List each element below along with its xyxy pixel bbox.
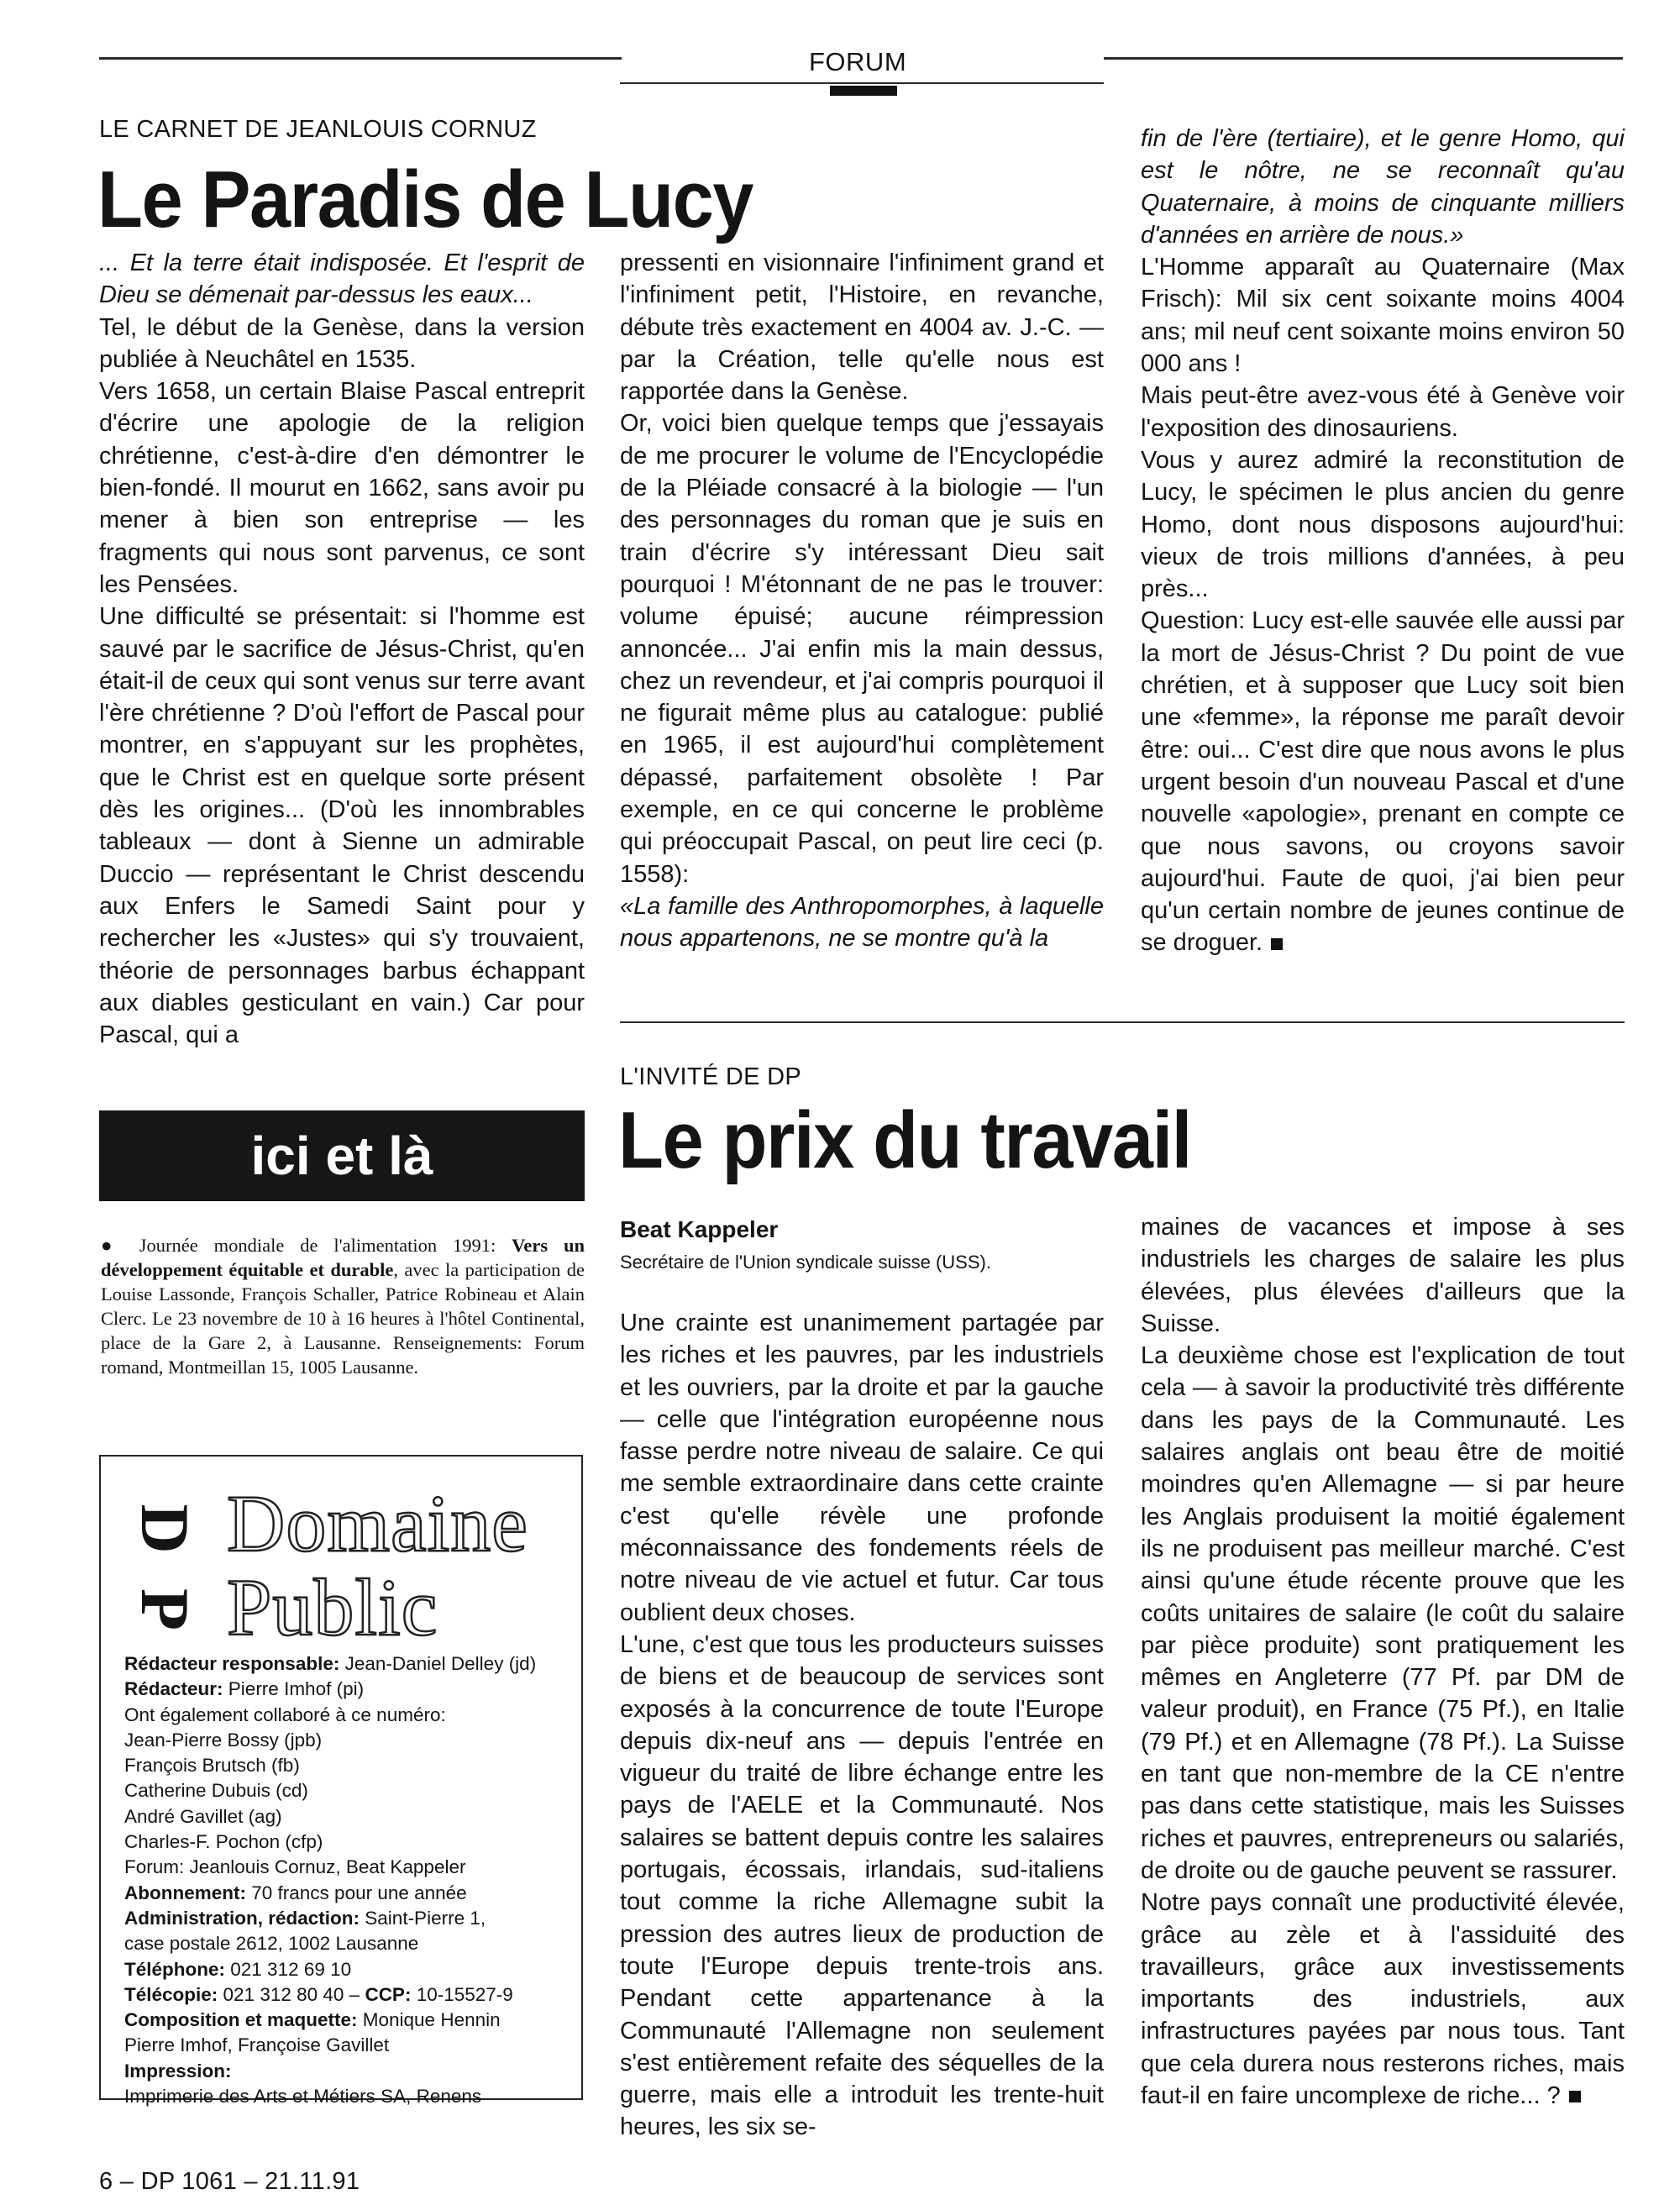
- article2-column-1: [620, 1307, 1104, 2144]
- article1-col1-para-4: Une difficulté se présentait: si l'homme est sauvé par le sacrifice de Jésus-Christ, qu'en était-il de ceux qui sont venus sur terre avant l'ère chrétienne ? D'où l'effort de Pascal pour montrer, en s'appuyant sur les prophètes, que le Christ est en quelque sorte présent dès les origines... (D'où les innombrables tableaux — dont à Sienne un admirable Duccio — représentant le Christ descendu aux Enfers le Samedi Saint pour y rechercher les «Justes» qui s'y trouvaient, théorie de personnages barbus échappant aux diables gesticulant en vain.) Car pour Pascal, qui a: [99, 603, 585, 1049]
- article2-top-rule: [620, 1021, 1625, 1023]
- article1-column-1: [99, 247, 585, 1051]
- imprint: [124, 1651, 570, 2109]
- imprint-collaborator: Catherine Dubuis (cd): [124, 1780, 308, 1802]
- article1-col2-para-1: pressenti en visionnaire l'infiniment grand et l'infiniment petit, l'Histoire, en revanche, débute très exactement en 4004 av. J.-C. — par la Création, telle qu'elle nous est rapportée dans la Genèse.: [620, 249, 1104, 406]
- article2-title: Le prix du travail: [618, 1095, 1191, 1185]
- header-tab-mark: [830, 86, 897, 96]
- article1-col3-para-4: Vous y aurez admiré la reconstitution de Lucy, le spécimen le plus ancien du genre Homo, dont nous disposons aujourd'hui: vieux de trois millions d'années, à peu près...: [1141, 446, 1625, 603]
- article2-author: Beat Kappeler: [620, 1216, 779, 1242]
- imprint-administration-address: case postale 2612, 1002 Lausanne: [124, 1933, 419, 1955]
- article2-col2-para-1: maines de vacances et impose à ses industriels les charges de salaire les plus élevées, plus élevées d'ailleurs que la Suisse.: [1141, 1214, 1625, 1337]
- bullet-icon: ●: [101, 1235, 123, 1256]
- article1-column-2: [620, 247, 1104, 955]
- article1-col1-para-2: Tel, le début de la Genèse, dans la version publiée à Neuchâtel en 1535.: [99, 313, 585, 373]
- imprint-collaborator: François Brutsch (fb): [124, 1755, 300, 1777]
- article1-column-3: [1141, 123, 1625, 959]
- article1-col3-para-3: Mais peut-être avez-vous été à Genève voir l'exposition des dinosauriens.: [1141, 382, 1625, 442]
- imprint-abonnement: Abonnement: 70 francs pour une année: [124, 1882, 467, 1903]
- imprint-collaborator: Charles-F. Pochon (cfp): [124, 1831, 323, 1853]
- ici-et-la-banner: ici et là: [99, 1110, 585, 1201]
- dp-logo: [121, 1488, 203, 1650]
- dp-letter-p: P: [127, 1588, 203, 1631]
- imprint-collab-intro: Ont également collaboré à ce numéro:: [124, 1703, 446, 1725]
- header-rule-center: [620, 82, 1104, 84]
- imprint-collaborator: Jean-Pierre Bossy (jpb): [124, 1729, 323, 1751]
- article1-col3-para-2: L'Homme apparaît au Quaternaire (Max Frisch): Mil six cent soixante moins 4004 ans; mil neuf cent soixante moins environ 50 000 ans !: [1141, 254, 1625, 378]
- article2-kicker: L'INVITÉ DE DP: [620, 1063, 802, 1090]
- imprint-forum: Forum: Jeanlouis Cornuz, Beat Kappeler: [124, 1856, 466, 1878]
- imprint-impression-value: Imprimerie des Arts et Métiers SA, Renens: [124, 2086, 482, 2108]
- article2-col2-para-2: La deuxième chose est l'explication de tout cela — à savoir la productivité très différente dans les pays de la Communauté. Les salaires anglais ont beau être de moitié moindres qu'en Allemagne — si par heure les Anglais produisent la moitié également ils ne produisent pas meilleur marché. C'est ainsi qu'une étude récente prouve que les coûts unitaires de salaire (le coût du salaire par pièce produite) sont pratiquement les mêmes en Angleterre (77 Pf. par DM de valeur produit), en France (75 Pf.), en Italie (79 Pf.) et en Allemagne (78 Pf.). La Suisse en tant que non-membre de la CE n'entre pas dans cette statistique, mais les Suisses riches et pauvres, entrepreneurs ou salariés, de droite ou de gauche peuvent se rassurer.: [1141, 1342, 1625, 1884]
- article1-col2-para-3: «La famille des Anthropomorphes, à laquelle nous appartenons, ne se montre qu'à la: [620, 892, 1104, 953]
- dp-masthead: [227, 1478, 528, 1652]
- article1-kicker: LE CARNET DE JEANLOUIS CORNUZ: [99, 116, 537, 143]
- imprint-collaborator: André Gavillet (ag): [124, 1805, 282, 1827]
- article1-col2-para-2: Or, voici bien quelque temps que j'essayais de me procurer le volume de l'Encyclopédie de la Pléiade consacré à la biologie — l'un des personnages du roman que je suis en train d'écrire s'y intéressant Dieu sait pourquoi ! M'étonnant de ne pas le trouver: volume épuisé; aucune réimpression annoncée... J'ai enfin mis la main dessus, chez un revendeur, et j'ai compris pourquoi il ne figurait même plus au catalogue: publié en 1965, il est aujourd'hui complètement dépassé, parfaitement obsolète ! Par exemple, en ce qui concerne le problème qui préoccupait Pascal, on peut lire ceci (p. 1558):: [620, 410, 1104, 888]
- imprint-redac-resp: Rédacteur responsable: Jean-Daniel Delley (jd): [124, 1653, 537, 1674]
- imprint-composition-names: Pierre Imhof, Françoise Gavillet: [124, 2034, 390, 2056]
- page-folio: 6 – DP 1061 – 21.11.91: [99, 2168, 360, 2195]
- dp-masthead-line-1: Domaine: [227, 1478, 528, 1568]
- header-rule-left: [99, 57, 622, 60]
- article2-col1-para-1: Une crainte est unanimement partagée par les riches et les pauvres, par les industriels et les ouvriers, par la droite et par la gauche — celle que l'intégration européenne nous fasse perdre notre niveau de salaire. Ce qui me semble extraordinaire dans cette crainte c'est qu'elle révèle une profonde méconnaissance des fondements réels de notre niveau de vie actuel et futur. Car tous oublient deux choses.: [620, 1310, 1104, 1626]
- article1-col3-para-5: Question: Lucy est-elle sauvée elle aussi par la mort de Jésus-Christ ? Du point de vue chrétien, et à supposer que Lucy soit bien une «femme», la réponse me paraît devoir être: oui... C'est dire que nous avons le plus urgent besoin d'un nouveau Pascal et d'une nouvelle «apologie», prenant en compte ce que nous savons, ou croyons savoir aujourd'hui. Faute de quoi, j'ai bien peur qu'un certain nombre de jeunes continue de se droguer.: [1141, 607, 1625, 957]
- ici-et-la-note: ● Journée mondiale de l'alimentation 1991: Vers un développement équitable et durable, avec la participation de Louise Lassonde, François Schaller, Patrice Robineau et Alain Clerc. Le 23 novembre de 10 à 16 heures à l'hôtel Continental, place de la Gare 2, à Lausanne. Renseignements: Forum romand, Montmeillan 15, 1005 Lausanne.: [101, 1235, 585, 1378]
- dp-letter-d: D: [127, 1504, 203, 1554]
- article2-col2-para-3: Notre pays connaît une productivité élevée, grâce au zèle et à l'assiduité des travailleurs, grâce aux investissements importants des industriels, aux infrastructures payées par nous tous. Tant que cela durera nous resterons riches, mais faut-il en faire uncomplexe de riche... ?: [1141, 1889, 1625, 2110]
- imprint-telecopie: Télécopie: 021 312 80 40 – CCP: 10-15527-9: [124, 1983, 513, 2005]
- end-mark: [1271, 938, 1283, 950]
- article2-author-role: Secrétaire de l'Union syndicale suisse (USS).: [620, 1252, 991, 1273]
- end-mark: [1569, 2091, 1581, 2102]
- article1-col1-para-3: Vers 1658, un certain Blaise Pascal entreprit d'écrire une apologie de la religion chrétienne, c'est-à-dire d'en démontrer le bien-fondé. Il mourut en 1662, sans avoir pu mener à bien son entreprise — les fragments qui nous sont parvenus, ce sont les Pensées.: [99, 378, 585, 598]
- imprint-composition: Composition et maquette: Monique Hennin: [124, 2009, 501, 2031]
- section-label-forum: FORUM: [809, 47, 907, 76]
- article1-col3-para-1: fin de l'ère (tertiaire), et le genre Homo, qui est le nôtre, ne se reconnaît qu'au Quaternaire, à moins de cinquante milliers d'années en arrière de nous.»: [1141, 125, 1625, 249]
- article1-col1-para-1: ... Et la terre était indisposée. Et l'esprit de Dieu se démenait par-dessus les eaux...: [99, 249, 585, 309]
- header-rule-right: [1104, 57, 1623, 60]
- imprint-telephone: Téléphone: 021 312 69 10: [124, 1958, 352, 1980]
- domaine-public-box: [99, 1455, 583, 2108]
- article2-col1-para-2: L'une, c'est que tous les producteurs suisses de biens et de beaucoup de services sont exposés à la concurrence de toute l'Europe depuis dix-neuf ans — depuis l'entrée en vigueur du traité de libre échange entre les pays de l'AELE et la Communauté. Nos salaires se battent depuis contre les salaires portugais, écossais, irlandais, sud-italiens tout comme la riche Allemagne subit la pression des autres lieux de production de toute l'Europe depuis trente-trois ans. Pendant cette appartenance à la Communauté l'Allemagne non seulement s'est entièrement refaite des séquelles de la guerre, mais elle a introduit les trente-huit heures, les six se-: [620, 1630, 1104, 2141]
- imprint-redac: Rédacteur: Pierre Imhof (pi): [124, 1678, 365, 1700]
- imprint-administration: Administration, rédaction: Saint-Pierre 1,: [124, 1907, 486, 1929]
- dp-masthead-line-2: Public: [227, 1562, 438, 1652]
- article1-title: Le Paradis de Lucy: [97, 155, 753, 244]
- imprint-impression-label: Impression:: [124, 2060, 232, 2081]
- article2-column-2: [1141, 1211, 1625, 2112]
